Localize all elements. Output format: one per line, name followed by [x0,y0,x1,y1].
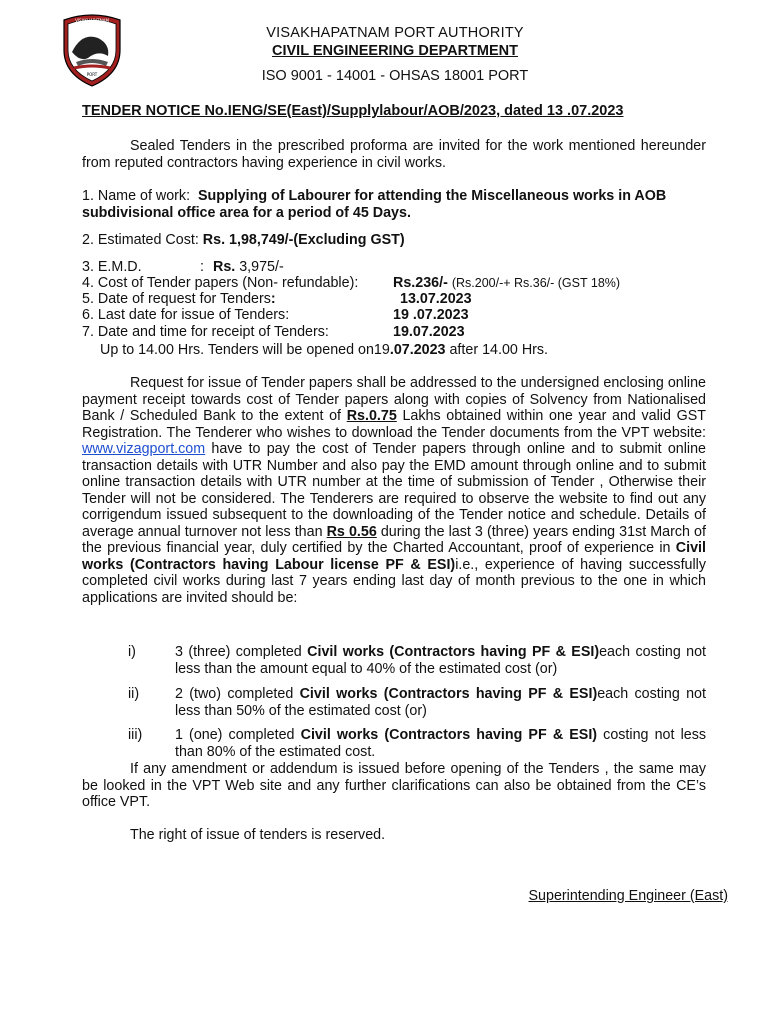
request-value: 13.07.2023 [400,291,472,307]
emd-label: 3. E.M.D. [82,259,142,275]
port-emblem-icon [58,12,126,88]
papers-value: Rs.236/- [393,275,448,291]
criteria-post: each costing not less than the amount equal to 40% of the estimated cost (or) [175,644,707,677]
item-name-of-work [82,188,706,221]
item-emd [82,259,682,276]
reservation-line: The right of issue of tenders is reserved. [130,827,386,843]
criteria-pre: 2 (two) completed [175,686,294,702]
work-label: 1. Name of work: [82,188,191,204]
criteria-pre: 1 (one) completed [175,727,295,743]
receipt-label: 7. Date and time for receipt of Tenders: [82,324,329,340]
open-pre: Up to 14.00 Hrs. Tenders will be opened on19 [100,342,390,358]
signature-line: Superintending Engineer (East) [528,888,728,904]
criteria-post: each costing not less than 50% of the estimated cost (or) [175,686,706,719]
work-value: Supplying of Labourer for attending the Miscellaneous works in AOB subdivisional office area for a period of 45 Days. [82,188,667,221]
papers-label: 4. Cost of Tender papers (Non- refundable): [82,275,359,291]
turnover-amount: Rs 0.56 [326,523,377,540]
criteria-item [175,644,706,677]
department-name: CIVIL ENGINEERING DEPARTMENT [272,43,518,59]
criteria-bold: Civil works (Contractors having PF & ESI) [300,727,598,743]
intro-paragraph: Sealed Tenders in the prescribed proforma are invited for the work mentioned hereunder from reputed contractors having experience in civil works. [82,138,706,171]
criteria-bold: Civil works (Contractors having PF & ESI) [307,644,600,660]
papers-note: (Rs.200/-+ Rs.36/- (GST 18%) [451,276,621,290]
website-link[interactable]: www.vizagport.com [82,441,206,457]
criteria-number: iii) [128,727,143,743]
emd-colon: : [200,259,204,275]
criteria-item [175,686,706,719]
body-text-c: have to pay the cost of Tender papers through online and to submit online transaction details with UTR Number and also pay the EMD amount through online and to submit online transaction details with UTR number at the time of submission of Tender , Otherwise their Tender will not be considered. The Tenderers are required to observe the website to find out any corrigendum issued subsequent to the downloading of the Tender notice and schedule. Details of average annual turnover not less than [82,441,706,540]
body-text-a: Request for issue of Tender papers shall be addressed to the undersigned enclosing online payment receipt towards cost of Tender papers along with copies of Solvency from Nationalised Bank / Scheduled Bank to the extent of [82,375,706,424]
amendment-paragraph: If any amendment or addendum is issued before opening of the Tenders , the same may be looked in the VPT Web site and any further clarifications can also be obtained from the CE’s office VPT. [82,761,706,810]
open-date: .07.2023 [389,342,446,358]
body-text-d: during the last 3 (three) years ending 31st March of the previous financial year, duly certified by the Charted Accountant, proof of experience in [82,523,706,556]
emd-rs: Rs. [213,259,236,275]
criteria-bold: Civil works (Contractors having PF & ESI) [299,686,598,702]
criteria-post: costing not less than 80% of the estimated cost. [175,727,706,760]
tender-notice-title: TENDER NOTICE No.IENG/SE(East)/Supplylabour/AOB/2023, dated 13 .07.2023 [82,103,624,119]
body-text-b: Lakhs obtained within one year and valid GST Registration. The Tenderer who wishes to download the Tender documents from the VPT website: [82,408,706,441]
item-last-issue-date [82,307,682,324]
opening-line [100,342,548,359]
org-name: VISAKHAPATNAM PORT AUTHORITY [266,25,524,41]
item-tender-paper-cost [82,275,706,292]
item-receipt-date [82,324,682,341]
criteria-number: ii) [128,686,140,702]
svg-text:PORT: PORT [86,72,98,77]
item-estimated-cost [82,232,405,249]
criteria-pre: 3 (three) completed [175,644,302,660]
criteria-number: i) [128,644,136,660]
receipt-value: 19.07.2023 [393,324,465,340]
svg-text:VISAKHAPATNAM: VISAKHAPATNAM [75,18,109,23]
solvency-amount: Rs.0.75 [346,408,397,424]
request-label: 5. Date of request for Tenders [82,291,271,307]
cost-label: 2. Estimated Cost: [82,232,199,248]
body-paragraph [82,375,706,606]
cost-value: Rs. 1,98,749/-(Excluding GST) [202,232,405,248]
open-post: after 14.00 Hrs. [449,342,549,358]
request-colon: : [270,291,276,307]
iso-line: ISO 9001 - 14001 - OHSAS 18001 PORT [261,68,529,84]
item-request-date [82,291,682,308]
emd-value: 3,975/- [239,259,284,275]
body-text-e: i.e., experience of having successfully completed civil works during last 7 years ending last day of month previous to the one in which applications are invited should be: [82,556,706,606]
criteria-item [175,727,706,760]
port-logo [58,12,126,88]
civil-works-requirement: Civil works (Contractors having Labour license PF & ESI) [82,540,706,573]
last-label: 6. Last date for issue of Tenders: [82,307,290,323]
last-value: 19 .07.2023 [393,307,469,323]
